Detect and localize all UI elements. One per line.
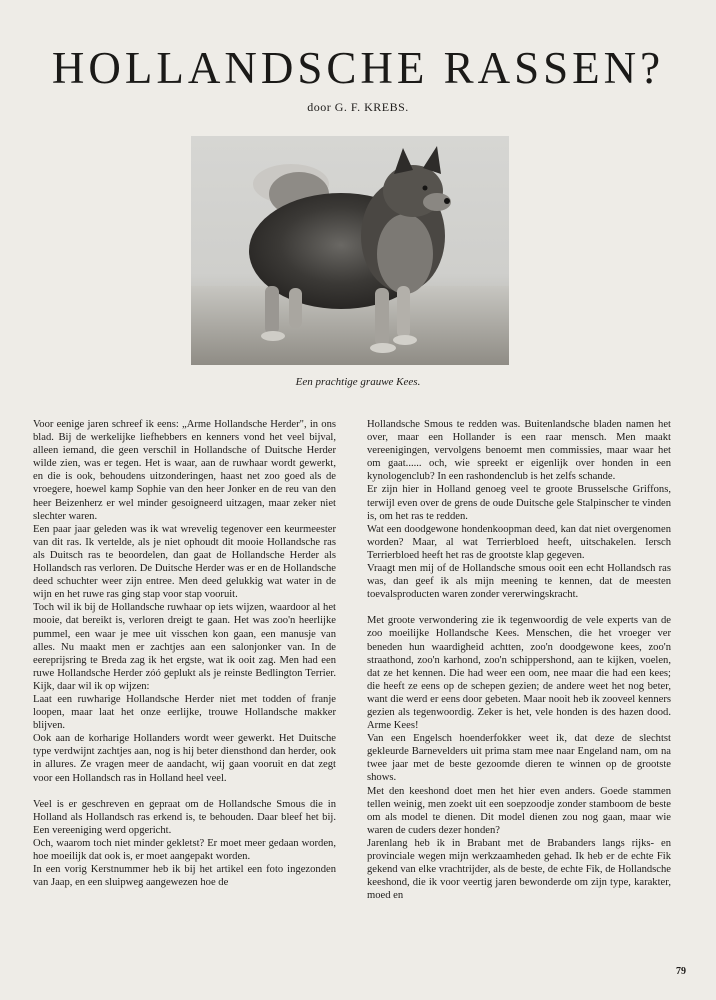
paragraph: Wat een doodgewone hondenkoopman deed, kan dat niet overgenomen worden? Maar, al wat Terrierbloed heeft, uitschakelen. Iersch Terrierbloed heeft het ras de grootste klap gegeven. bbox=[367, 523, 671, 561]
paragraph: Er zijn hier in Holland genoeg veel te groote Brusselsche Griffons, terwijl even over de grens de oude Duitsche gele Stalpinscher te vinden is, om het ras te redden. bbox=[367, 484, 671, 522]
paragraph: Ook aan de korharige Hollanders wordt weer gewerkt. Het Duitsche type verdwijnt zachtjes aan, nog is hij beter diensthond dan herder, ook in allures. Ze vragen meer de aandacht, wij gaan vooruit en dat zegt voor een Hollandsch ras in Holland heel veel. bbox=[33, 733, 336, 784]
byline: door G. F. KREBS. bbox=[307, 100, 409, 114]
right-column bbox=[367, 418, 671, 902]
page-number: 79 bbox=[676, 966, 686, 977]
paragraph: Hollandsche Smous te redden was. Buitenlandsche bladen namen het over, maar een Hollander is een raar mensch. Men maakt vereenigingen, vervolgens benoemt men commissies, maar waar het om gaat...... och, wie spreekt er eigenlijk over honden in een kynologenclub? In een rashondenclub is het zelfs schande. bbox=[367, 419, 671, 483]
paragraph: Van een Engelsch hoenderfokker weet ik, dat deze de slechtst gekleurde Barnevelders uit prima stam mee naar Engeland nam, om na twee jaar met de beste gezoomde dieren te winnen op de grootste shows. bbox=[367, 733, 671, 784]
paragraph: Och, waarom toch niet minder gekletst? Er moet meer gedaan worden, hoe moeilijk dat ook is, er moet aangepakt worden. bbox=[33, 837, 336, 862]
keeshond-image bbox=[191, 136, 509, 365]
paragraph: Toch wil ik bij de Hollandsche ruwhaar op iets wijzen, waardoor al het mooie, dat bereikt is, verloren dreigt te gaan. Het was zoo'n heerlijke pummel, een waar je mee uit visschen kon gaan, een manusje van alles. Nu maakt men er zachtjes aan een salonjonker van. In de eereprijsring te Breda zag ik het ergste, wat ik ooit zag. Men had een ruwe Hollandsche Herder zóó geplukt als je reinste Bedlington Terrier. Kijk, daar wil ik op wijzen: bbox=[33, 602, 336, 692]
paragraph: Jarenlang heb ik in Brabant met de Brabanders langs rijks- en provinciale wegen mijn werkzaamheden gehad. Ik heb er de echte Fik gekend van elke vrachtrijder, als de beste, de echte Fik, de Hollandsche keeshond, die ik voor veertig jaren bewonderde om zijn type, karakter, moed en bbox=[367, 837, 671, 902]
paragraph: Met groote verwondering zie ik tegenwoordig de vele experts van de zoo moeilijke Hollandsche Kees. Menschen, die het vroeger ver beneden hun waardigheid achtten, zoo'n doodgewone kees, zoo'n straathond, zoo'n karhond, zoo'n schippershond, aan te kijken, voelen, dat ze het kennen. Die had weer een oom, nee maar die had een kees; die heeft ze eens op de schepen gezien; de andere weet het nog beter, want die werd er eens door gebeten. Maar nooit heb ik zooveel kenners gezien als tegenwoordig. Zeker is het, vele honden is des hazen dood. Arme Kees! bbox=[367, 615, 671, 732]
paragraph: In een vorig Kerstnummer heb ik bij het artikel een foto ingezonden van Jaap, en een sluipweg aangewezen hoe de bbox=[33, 864, 336, 889]
paragraph: Met den keeshond doet men het hier even anders. Goede stammen tellen weinig, men zoekt uit een soepzoodje zonder stamboom de beste om als model te dienen. Dit model dienen zou nog gaan, maar wie waren de cuders dezer honden? bbox=[367, 785, 671, 836]
left-column bbox=[33, 418, 336, 889]
paragraph: Veel is er geschreven en gepraat om de Hollandsche Smous die in Holland als Hollandsch ras erkend is, te behouden. Daar bleef het bij. Een vereeniging werd opgericht. bbox=[33, 798, 336, 836]
paragraph: Vraagt men mij of de Hollandsche smous ooit een echt Hollandsch ras was, dan geef ik als mijn meening te kennen, dat de meesten toevalsproducten waren zonder vererwingskracht. bbox=[367, 563, 671, 601]
photo-caption: Een prachtige grauwe Kees. bbox=[295, 376, 421, 388]
paragraph: Voor eenige jaren schreef ik eens: „Arme Hollandsche Herder", in ons blad. Bij de werkelijke liefhebbers en kenners vond het veel bijval, alleen iemand, die geen verschil in Hollandsche of Duitsche Herder wilde zien, was er tegen. Het is waar, aan de ruwhaar wordt gewerkt, en die is ook, behoudens uitzonderingen, haast net zoo goed als de vroegere, hoewel kamp Sophie van den heer Jonker en de reu van den heer Beizenherz er wel minder gesoigneerd uitzagen, maar zeker niet slechter waren. bbox=[33, 419, 336, 522]
paragraph: Laat een ruwharige Hollandsche Herder niet met todden of franje loopen, maar laat het onze eerlijke, trouwe Hollandsche makker blijven. bbox=[33, 693, 336, 732]
paragraph: Een paar jaar geleden was ik wat wrevelig tegenover een keurmeester van dit ras. Ik vertelde, als je niet ophoudt dit mooie Hollandsche ras als Duitsch ras te beoordelen, dan gaat de Hollandsche Herder als Hollandsch ras verloren. De Duitsche Herder was er en de Hollandsche deed schuchter weer zijn entree. Men deed gelukkig wat water in de wijn en het ruwe ras ging stap voor stap vooruit. bbox=[33, 523, 336, 601]
dog-photo bbox=[191, 136, 509, 365]
page-title: HOLLANDSCHE RASSEN? bbox=[51, 43, 665, 93]
